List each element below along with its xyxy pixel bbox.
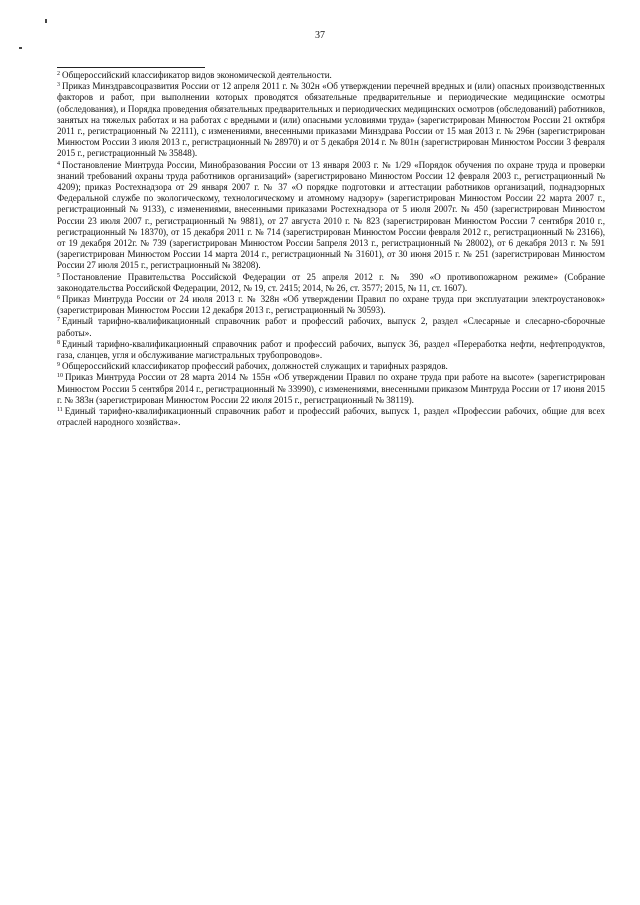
scan-mark [45,19,47,23]
footnote-number: 9 [57,362,60,369]
footnote-number: 5 [57,272,60,279]
footnote-number: 6 [57,295,60,302]
footnote [57,372,605,406]
footnote-text: Единый тарифно-квалификационный справочник работ и профессий рабочих, выпуск 36, раздел «Переработка нефти, нефтепродуктов, газа, сланцев, угля и обслуживание магистральных трубопроводов». [57,338,605,361]
footnote [57,294,605,316]
footnote [57,272,605,294]
footnote-number: 8 [57,339,60,346]
footnote [57,160,605,272]
footnote [57,70,605,81]
footnote-text: Приказ Минздравсоцразвития России от 12 апреля 2011 г. № 302н «Об утверждении перечней вредных и (или) опасных производственных факторов и работ, при выполнении которых проводятся обязательные предварительные и периодические медицинские осмотры (обследования), и Порядка проведения обязательных предварительных и периодических медицинских осмотров (обследований) работников, занятых на тяжелых работах и на работах с вредными и (или) опасными условиями труда» (зарегистрирован Минюстом России 21 октября 2011 г., регистрационный № 22111), с изменениями, внесенными приказами Минздрава России от 15 мая 2013 г. № 296н (зарегистрирован Минюстом России 3 июля 2013 г., регистрационный № 28970) и от 5 декабря 2014 г. № 801н (зарегистрирован Минюстом России 3 февраля 2015 г., регистрационный № 35848). [57,81,605,159]
footnote [57,339,605,361]
footnote-number: 7 [57,317,60,324]
footnote [57,316,605,338]
footnote-text: Постановление Минтруда России, Минобразования России от 13 января 2003 г. № 1/29 «Порядок обучения по охране труда и проверки знаний требований охраны труда работников организаций» (зарегистрировано Минюстом России 12 февраля 2003 г., регистрационный № 4209); приказ Ростехнадзора от 29 января 2007 г. № 37 «О порядке подготовки и аттестации работников организаций, поднадзорных Федеральной службе по экологическому, технологическому и атомному надзору» (зарегистрирован Минюстом России 22 марта 2007 г., регистрационный № 9133), с изменениями, внесенными приказами Ростехнадзора от 5 июля 2007г. № 450 (зарегистрирован Минюстом России 23 июля 2007 г., регистрационный № 9881), от 27 августа 2010 г. № 823 (зарегистрирован Минюстом России 7 сентября 2010 г., регистрационный № 18370), от 15 декабря 2011 г. № 714 (зарегистрирован Минюстом России февраля 2012 г., регистрационный № 23166), от 19 декабря 2012г. № 739 (зарегистрирован Минюстом России 5апреля 2013 г., регистрационный № 28002), от 6 декабря 2013 г. № 591 (зарегистрирован Минюстом России 14 марта 2014 г., регистрационный № 31601), от 30 июня 2015 г. № 251 (зарегистрирован Минюстом России 27 июля 2015 г., регистрационный № 38208). [57,159,605,271]
footnote-text: Единый тарифно-квалификационный справочник работ и профессий рабочих, выпуск 2, раздел «Слесарные и слесарно-сборочные работы». [57,316,605,338]
footnote-separator [57,67,205,68]
footnote-number: 10 [57,373,63,380]
footnote [57,361,605,372]
footnote-text: Общероссийский классификатор профессий рабочих, должностей служащих и тарифных разрядов. [62,361,448,372]
footnote-number: 3 [57,82,60,89]
footnote-text: Приказ Минтруда России от 28 марта 2014 № 155н «Об утверждении Правил по охране труда при работе на высоте» (зарегистрирован Минюстом России 5 сентября 2014 г., регистрационный № 33990), с изменениями, внесенными приказом Минтруда России от 17 июня 2015 г. № 383н (зарегистрирован Минюстом России 22 июля 2015 г., регистрационный № 38119). [57,372,605,405]
footnote-number: 11 [57,407,63,414]
footnote-text: Постановление Правительства Российской Федерации от 25 апреля 2012 г. № 390 «О противопожарном режиме» (Собрание законодательства Российской Федерации, 2012, № 19, ст. 2415; 2014, № 26, ст. 3577; 2015, № 11, ст. 1607). [57,271,605,293]
footnote-text: Приказ Минтруда России от 24 июля 2013 г. № 328н «Об утверждении Правил по охране труда при эксплуатации электроустановок» (зарегистрирован Минюстом России 12 декабря 2013 г., регистрационный № 30593). [57,294,605,316]
footnotes [57,70,605,429]
footnote [57,81,605,159]
footnote-number: 2 [57,71,60,77]
footnote [57,406,605,428]
footnote-text: Общероссийский классификатор видов экономической деятельности. [62,70,332,80]
footnote-text: Единый тарифно-квалификационный справочник работ и профессий рабочих, выпуск 1, раздел «Профессии рабочих, общие для всех отраслей народного хозяйства». [57,406,605,428]
page-number: 37 [315,30,325,41]
footnote-number: 4 [57,160,60,167]
scan-mark [19,47,22,49]
